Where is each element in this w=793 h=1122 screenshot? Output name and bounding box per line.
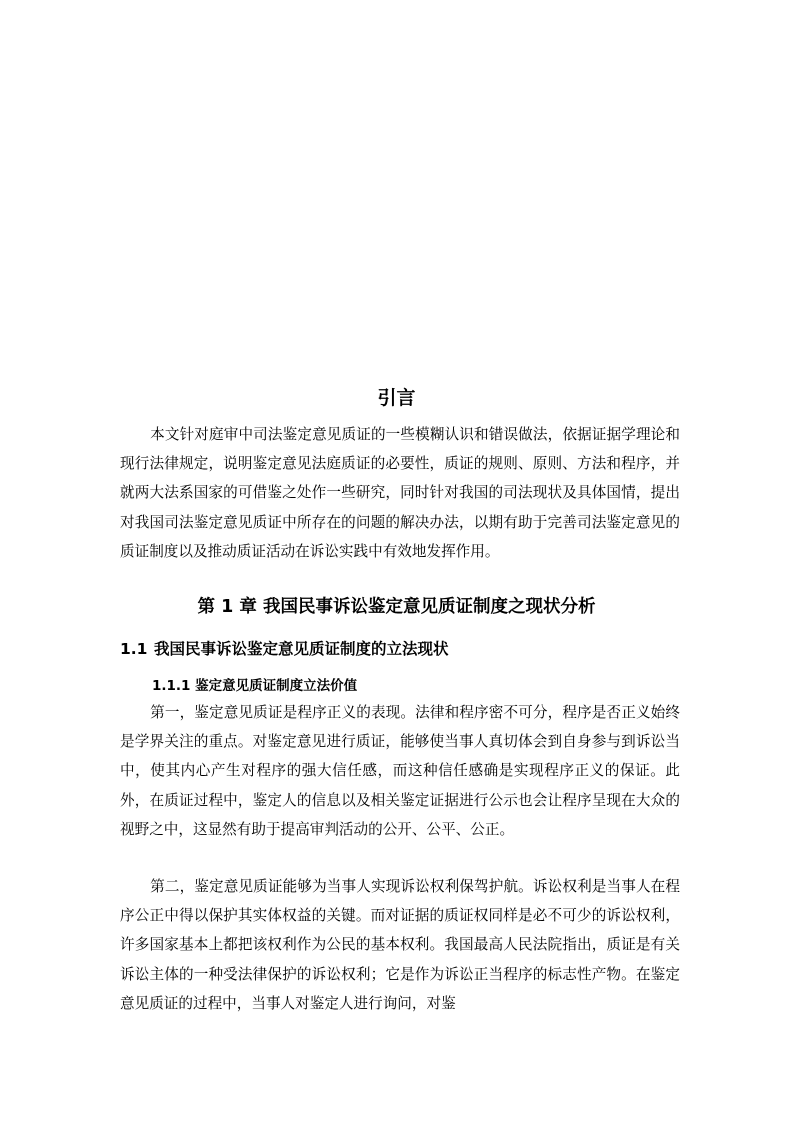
section-heading-text: 我国民事诉讼鉴定意见质证制度的立法现状 bbox=[154, 640, 449, 658]
chapter-heading: 第 1 章 我国民事诉讼鉴定意见质证制度之现状分析 bbox=[197, 597, 596, 617]
section-number: 1.1 bbox=[120, 640, 148, 658]
body-paragraph-2 bbox=[120, 872, 680, 1018]
body-paragraph-1-text: 第一，鉴定意见质证是程序正义的表现。法律和程序密不可分，程序是否正义始终是学界关注的重点。对鉴定意见进行质证，能够使当事人真切体会到自身参与到诉讼当中，使其内心产生对程序的强大信任感，而这种信任感确是实现程序正义的保证。此外，在质证过程中，鉴定人的信息以及相关鉴定证据进行公示也会让程序呈现在大众的视野之中，这显然有助于提高审判活动的公开、公平、公正。 bbox=[120, 704, 680, 838]
body-paragraph-2-text: 第二，鉴定意见质证能够为当事人实现诉讼权利保驾护航。诉讼权利是当事人在程序公正中得以保护其实体权益的关键。而对证据的质证权同样是必不可少的诉讼权利，许多国家基本上都把该权利作为公民的基本权利。我国最高人民法院指出，质证是有关诉讼主体的一种受法律保护的诉讼权利；它是作为诉讼正当程序的标志性产物。在鉴定意见质证的过程中，当事人对鉴定人进行询问，对鉴 bbox=[120, 878, 680, 1012]
intro-paragraph bbox=[120, 420, 680, 566]
subsection-heading: 1.1.1 鉴定意见质证制度立法价值 bbox=[152, 678, 358, 694]
intro-title: 引言 bbox=[377, 387, 416, 409]
body-paragraph-1 bbox=[120, 698, 680, 844]
intro-paragraph-text: 本文针对庭审中司法鉴定意见质证的一些模糊认识和错误做法，依据证据学理论和现行法律规定，说明鉴定意见法庭质证的必要性，质证的规则、原则、方法和程序，并就两大法系国家的可借鉴之处作一些研究，同时针对我国的司法现状及具体国情，提出对我国司法鉴定意见质证中所存在的问题的解决办法，以期有助于完善司法鉴定意见的质证制度以及推动质证活动在诉讼实践中有效地发挥作用。 bbox=[120, 426, 680, 560]
section-heading bbox=[120, 637, 449, 661]
